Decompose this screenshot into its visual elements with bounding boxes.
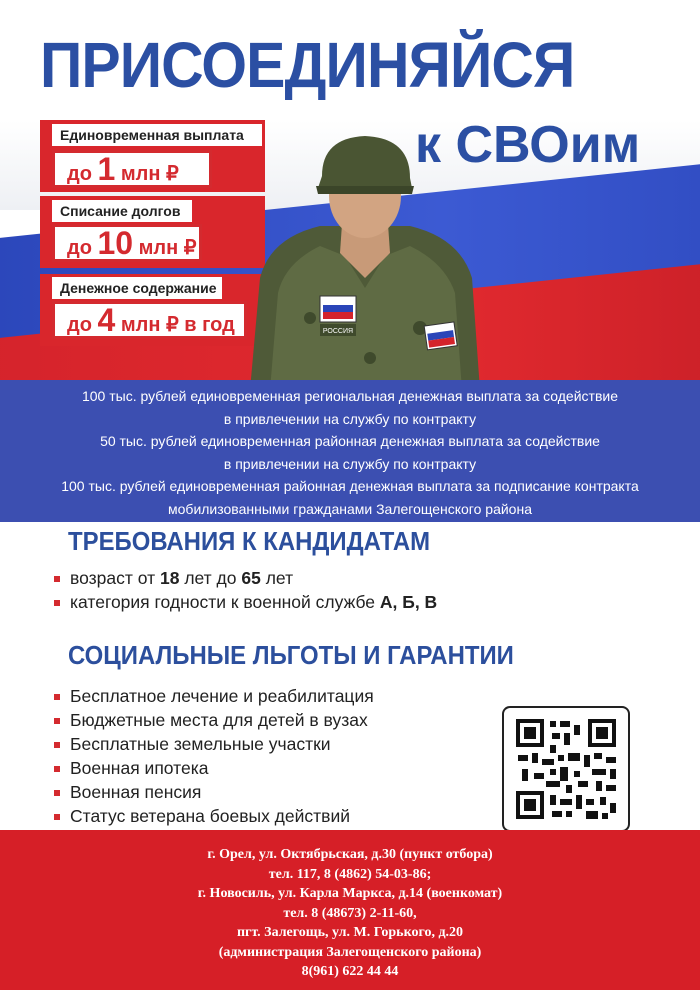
- soldier-illustration: [250, 128, 480, 390]
- band-line-5: 100 тыс. рублей единовременная районная денежная выплата за подписание контракта: [61, 478, 639, 494]
- band-line-3: 50 тыс. рублей единовременная районная денежная выплата за содействие: [100, 433, 600, 449]
- benefit-item: Бесплатное лечение и реабилитация: [52, 684, 374, 708]
- benefit-item: Бесплатные земельные участки: [52, 732, 374, 756]
- payout-label-debt: Списание долгов: [52, 200, 192, 222]
- footer-line-6: (администрация Залегощенского района): [218, 944, 482, 960]
- benefit-item: Военная ипотека: [52, 756, 374, 780]
- qr-code[interactable]: [502, 706, 630, 832]
- benefits-title: СОЦИАЛЬНЫЕ ЛЬГОТЫ И ГАРАНТИИ: [68, 640, 514, 670]
- payout-label-salary: Денежное содержание: [52, 277, 222, 299]
- footer-line-3: г. Новосиль, ул. Карла Маркса, д.14 (военкомат): [197, 886, 503, 901]
- footer-phone: 8(961) 622 44 44: [301, 964, 399, 979]
- contacts-footer: [0, 830, 700, 990]
- requirement-category: категория годности к военной службе А, Б, В: [52, 590, 437, 614]
- footer-line-2: тел. 117, 8 (4862) 54-03-86;: [268, 866, 432, 882]
- russia-patch-label: РОССИЯ: [322, 328, 354, 335]
- payout-value-lump-sum: до 1 млн ₽: [52, 150, 212, 188]
- requirements-title: ТРЕБОВАНИЯ К КАНДИДАТАМ: [68, 526, 431, 556]
- requirements-list: [52, 566, 437, 614]
- benefit-item: Статус ветерана боевых действий: [52, 804, 374, 828]
- band-line-6: мобилизованными гражданами Залегощенского района: [168, 500, 532, 517]
- payout-value-salary: до 4 млн ₽ в год: [52, 301, 247, 339]
- benefit-item: Бюджетные места для детей в вузах: [52, 708, 374, 732]
- band-line-1: 100 тыс. рублей единовременная региональная денежная выплата за содействие: [81, 388, 618, 404]
- poster-title: ПРИСОЕДИНЯЙСЯ: [40, 29, 575, 101]
- benefit-item: Военная пенсия: [52, 780, 374, 804]
- footer-line-4: тел. 8 (48673) 2-11-60,: [283, 905, 417, 921]
- band-line-4: в привлечении на службу по контракту: [223, 455, 477, 472]
- requirement-age: возраст от 18 лет до 65 лет: [52, 566, 437, 590]
- footer-line-1: г. Орел, ул. Октябрьская, д.30 (пункт отбора): [207, 847, 493, 862]
- footer-line-5: пгт. Залегощь, ул. М. Горького, д.20: [236, 925, 464, 940]
- band-line-2: в привлечении на службу по контракту: [223, 410, 477, 427]
- qr-code-icon: [504, 708, 628, 830]
- regional-payments-band: [0, 380, 700, 522]
- poster-subtitle: к СВОим: [415, 116, 641, 174]
- payout-value-debt: до 10 млн ₽: [52, 224, 202, 262]
- benefits-list: [52, 684, 374, 828]
- payout-label-lump-sum: Единовременная выплата: [52, 124, 262, 146]
